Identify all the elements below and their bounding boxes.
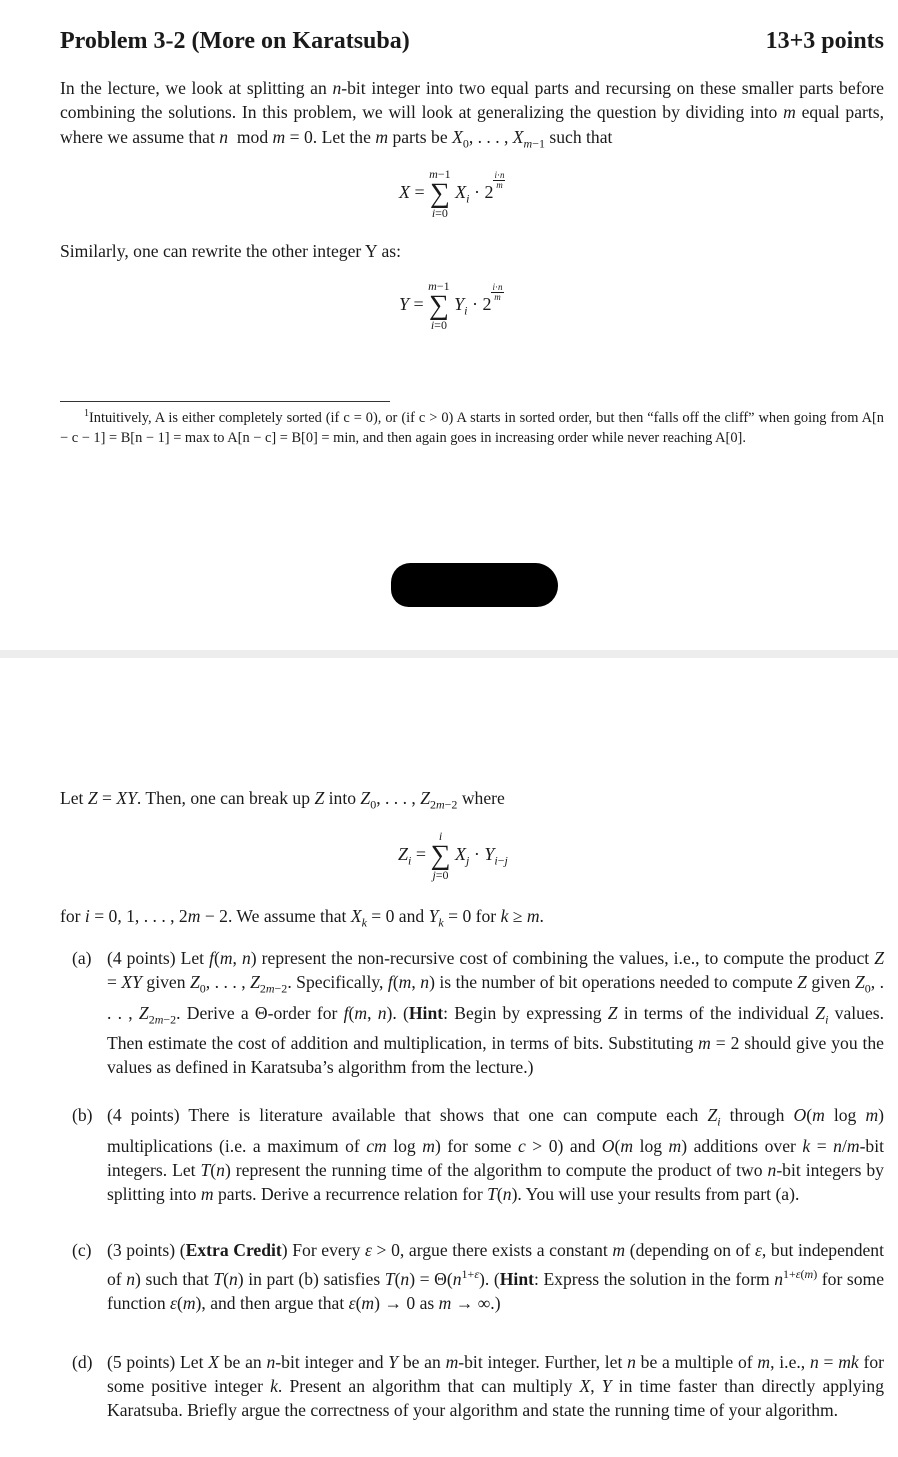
part-b: (b) (4 points) There is literature available that shows that one can compute each $Z_i$ through O(m log m) multiplications (i.e. a maximum of cm log m) for some c > 0) and O(m log m) additions over k = n/m-bit integers. Let T(n) represent the running time of the algorithm to compute the product of two n-bit integers by splitting into m parts. Derive a recurrence relation for T(n). You will use your results from part (a). (72, 1105, 885, 1204)
z-definition: Let Z = XY. Then, one can break up Z into $Z_0$, . . . , $Z_{2m-2}$ where (60, 788, 505, 812)
problem-title: Problem 3-2 (More on Karatsuba) (60, 28, 410, 54)
footnote-marker: 1 (84, 408, 89, 419)
footnote-rule (60, 401, 390, 402)
part-a: (a) (4 points) Let f(m, n) represent the non-recursive cost of combining the values, i.e., to compute the product Z = XY given $Z_0$, . . . , $Z_{2m-2}$. Specifically, f(m, n) is the number of bit operations needed to compute Z given $Z_0$, . . . , $Z_{2m-2}$. Derive a Θ-order for f(m, n). (Hint: Begin by expressing Z in terms of the individual $Z_i$ values. Then estimate the cost of addition and multiplication, in terms of bits. Substituting m = 2 should give you the values as defined in Karatsuba’s algorithm from the lecture.) (72, 948, 885, 1078)
equation-x: X = m−1 ∑ i=0 $X_i \cdot 2$ $\frac{i\cdot n}{m}$ (399, 167, 505, 220)
equation-y: Y = m−1 ∑ i=0 $Y_i \cdot 2$ $\frac{i\cdot n}{m}$ (399, 279, 503, 332)
footnote (60, 404, 884, 448)
part-c: (c) (3 points) (Extra Credit) For every ε > 0, argue there exists a constant m (depending on of ε, but independent of n) such that T(n) in part (b) satisfies $T(n) = \Theta(n^{1+\varepsilon})$. (Hint: Express the solution in the form $n^{1+\varepsilon(m)}$ for some function ε(m), and then argue that ε(m) → 0 as m → ∞.) (72, 1240, 885, 1313)
page-2 (0, 658, 898, 1457)
problem-points: 13+3 points (765, 28, 884, 54)
page-1 (0, 0, 898, 650)
intro-paragraph: In the lecture, we look at splitting an n-bit integer into two equal parts and recursing on these smaller parts before combining the solutions. In this problem, we will look at generalizing the question by dividing into m equal parts, where we assume that n mod m = 0. Let the m parts be $X_0$, . . . , $X_{m-1}$ such that (60, 78, 884, 151)
part-label: (a) (72, 948, 92, 968)
part-label: (d) (72, 1352, 93, 1372)
footnote-text: Intuitively, A is either completely sorted (if c = 0), or (if c > 0) A starts in sorted order, but then “falls off the cliff” when going from A[n − c − 1] = B[n − 1] = max to A[n − c] = B[0] = min, and then again goes in increasing order while never reaching A[0]. (60, 409, 884, 446)
page-gap (0, 650, 898, 658)
part-d: (d) (5 points) Let X be an n-bit integer and Y be an m-bit integer. Further, let n be a multiple of m, i.e., n = mk for some positive integer k. Present an algorithm that can multiply X, Y in time faster than directly applying Karatsuba. Briefly argue the correctness of your algorithm and state the running time of your algorithm. (72, 1352, 885, 1420)
index-assumption: for i = 0, 1, . . . , 2m − 2. We assume that $X_k = 0$ and $Y_k = 0$ for k ≥ m. (60, 906, 544, 930)
equation-z: $Z_i$ = i ∑ j=0 $X_j \cdot Y_{i-j}$ (398, 829, 508, 882)
part-label: (c) (72, 1240, 92, 1260)
intro-paragraph-2: Similarly, one can rewrite the other integer Y as: (60, 241, 401, 261)
redaction-mark (391, 563, 558, 607)
part-label: (b) (72, 1105, 93, 1125)
